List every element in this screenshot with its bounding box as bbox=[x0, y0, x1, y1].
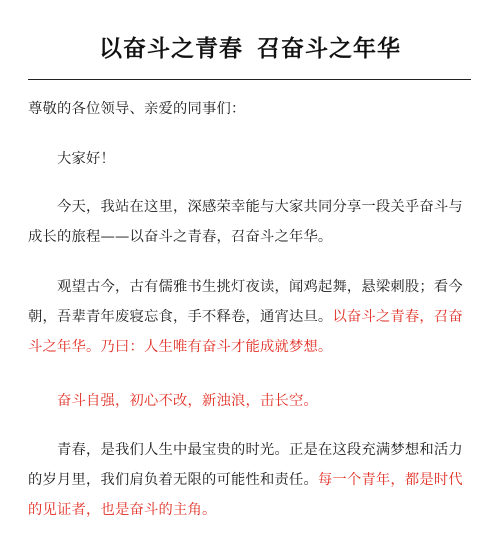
paragraph-2-highlight: 以奋斗之青春，召奋斗之年华。乃曰：人生唯有奋斗才能成就梦想。 bbox=[28, 309, 463, 355]
page-title bbox=[0, 30, 500, 63]
title-part-1: 以奋斗之青春 bbox=[99, 35, 243, 62]
paragraph-4-highlight: 每一个青年，都是时代的见证者，也是奋斗的主角。 bbox=[28, 472, 463, 518]
paragraph-1: 今天，我站在这里，深感荣幸能与大家共同分享一段关乎奋斗与成长的旅程——以奋斗之青春，召奋斗之年华。 bbox=[28, 199, 463, 245]
paragraph-2-text: 观望古今，古有儒雅书生挑灯夜读，闻鸡起舞，悬梁刺股；看今朝，吾辈青年废寝忘食，手不释卷，通宵达旦。 bbox=[28, 279, 463, 325]
paragraph-4 bbox=[28, 435, 476, 525]
title-divider bbox=[28, 79, 471, 80]
paragraph-2 bbox=[28, 272, 476, 362]
paragraph-4-text: 青春，是我们人生中最宝贵的时光。正是在这段充满梦想和活力的岁月里，我们肩负着无限的可能性和责任。 bbox=[28, 442, 463, 488]
salutation: 尊敬的各位领导、亲爱的同事们： bbox=[28, 101, 246, 117]
paragraph-3-highlight: 奋斗自强，初心不改，新浊浪，击长空。 bbox=[57, 393, 318, 409]
title-part-2: 召奋斗之年华 bbox=[257, 35, 401, 62]
greeting: 大家好！ bbox=[57, 151, 115, 167]
